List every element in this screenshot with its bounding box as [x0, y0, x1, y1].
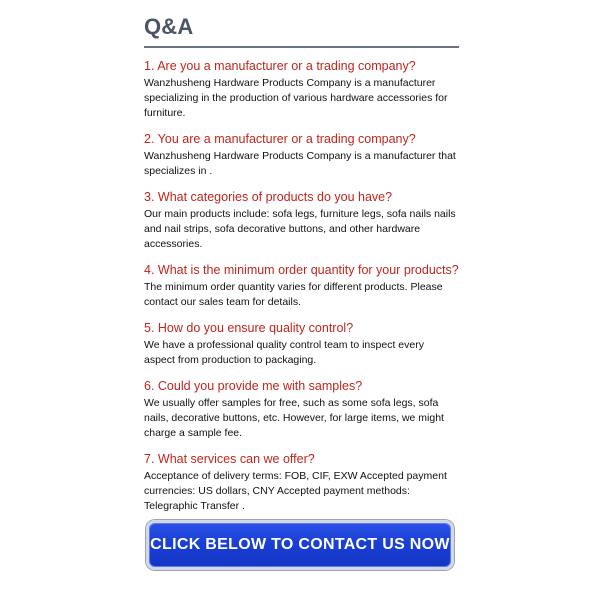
faq-question-1: 1. Are you a manufacturer or a trading company? — [144, 59, 416, 73]
faq-question-7: 7. What services can we offer? — [144, 452, 315, 466]
faq-question-5: 5. How do you ensure quality control? — [144, 321, 354, 335]
faq-question-3: 3. What categories of products do you have? — [144, 190, 393, 204]
contact-us-button[interactable] — [146, 520, 454, 570]
contact-us-button-label: CLICK BELOW TO CONTACT US NOW — [150, 536, 450, 553]
faq-question-4: 4. What is the minimum order quantity for your products? — [144, 263, 459, 277]
faq-answer-1: Wanzhusheng Hardware Products Company is a manufacturer specializing in the production of various hardware accessories for furniture. — [144, 77, 448, 119]
qa-panel — [144, 8, 459, 514]
faq-answer-2: Wanzhusheng Hardware Products Company is a manufacturer that specializes in . — [144, 150, 456, 177]
page-title: Q&A — [144, 14, 194, 39]
faq-answer-3: Our main products include: sofa legs, furniture legs, sofa nails nails and nail strips, sofa decorative buttons, and other hardware accessories. — [144, 208, 456, 250]
faq-question-6: 6. Could you provide me with samples? — [144, 379, 363, 393]
faq-answer-4: The minimum order quantity varies for different products. Please contact our sales team for details. — [144, 281, 443, 308]
faq-answer-7: Acceptance of delivery terms: FOB, CIF, EXW Accepted payment currencies: US dollars, CNY Accepted payment methods: Telegraphic Transfer . — [144, 470, 447, 512]
faq-item-6 — [144, 379, 456, 441]
faq-answer-6: We usually offer samples for free, such as some sofa legs, sofa nails, decorative buttons, etc. However, for large items, we might charge a sample fee. — [144, 397, 444, 439]
faq-item-2 — [144, 132, 456, 179]
faq-answer-5: We have a professional quality control team to inspect every aspect from production to packaging. — [144, 339, 424, 366]
title-divider — [144, 46, 459, 48]
faq-item-5 — [144, 321, 456, 368]
faq-item-7 — [144, 452, 456, 514]
faq-question-2: 2. You are a manufacturer or a trading company? — [144, 132, 416, 146]
faq-item-3 — [144, 190, 456, 252]
faq-item-1 — [144, 59, 456, 121]
faq-item-4 — [144, 263, 459, 310]
